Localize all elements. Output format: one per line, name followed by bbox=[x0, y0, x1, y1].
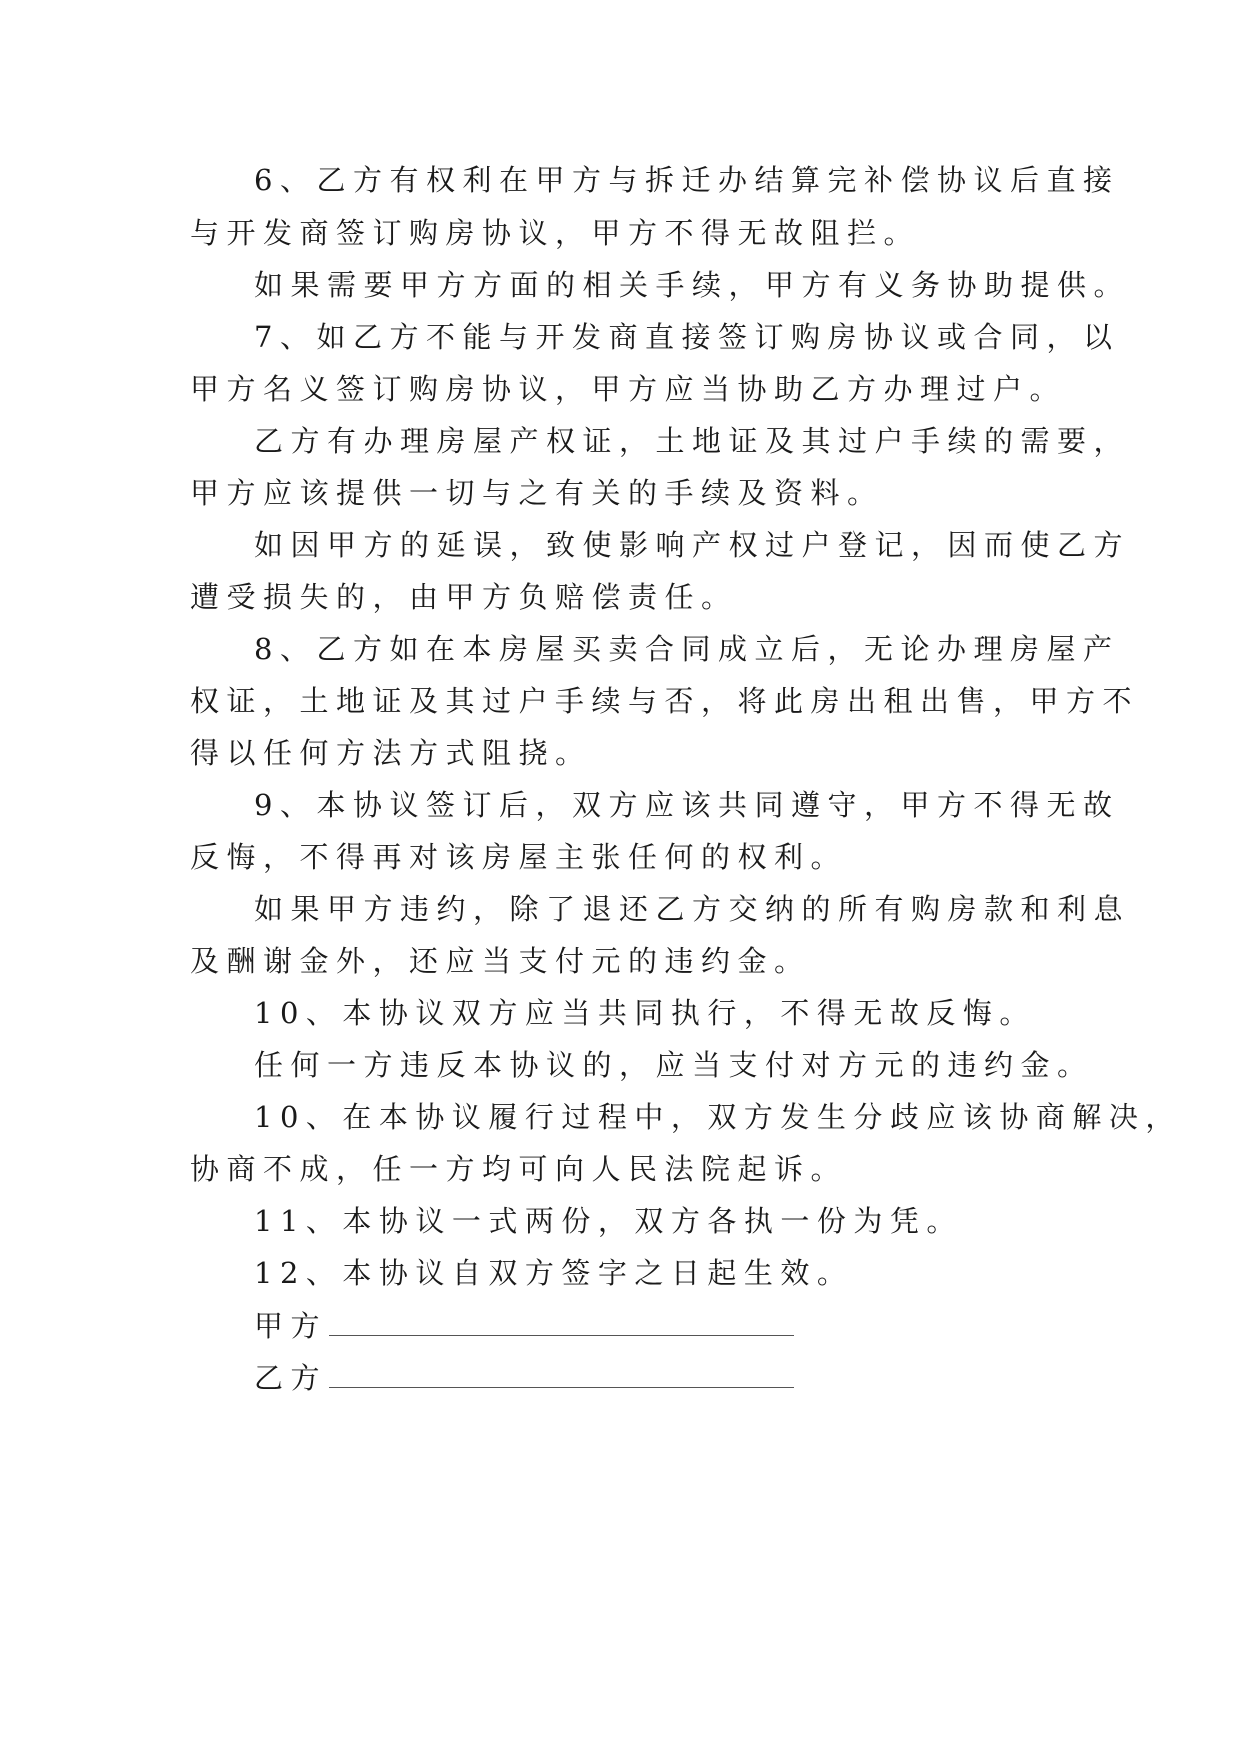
signature-party-a bbox=[254, 1305, 794, 1346]
party-a-label: 甲方 bbox=[254, 1309, 328, 1343]
clause-7-para-2-line-1: 乙方有办理房屋产权证，土地证及其过户手续的需要， bbox=[254, 424, 1131, 458]
party-b-label: 乙方 bbox=[254, 1361, 328, 1395]
clause-8-line-3: 得以任何方法方式阻挠。 bbox=[190, 736, 592, 770]
clause-8-line-2: 权证，土地证及其过户手续与否，将此房出租出售，甲方不 bbox=[190, 684, 1140, 718]
clause-7-line-1: 7、如乙方不能与开发商直接签订购房协议或合同，以 bbox=[254, 320, 1120, 354]
clause-6-para-2: 如果需要甲方方面的相关手续，甲方有义务协助提供。 bbox=[254, 268, 1131, 302]
clause-6-line-2: 与开发商签订购房协议，甲方不得无故阻拦。 bbox=[190, 216, 921, 250]
clause-10-para-2: 任何一方违反本协议的，应当支付对方元的违约金。 bbox=[254, 1048, 1094, 1082]
clause-10-line-1: 10、本协议双方应当共同执行，不得无故反悔。 bbox=[254, 996, 1036, 1030]
clause-9-para-2-line-1: 如果甲方违约，除了退还乙方交纳的所有购房款和利息 bbox=[254, 892, 1131, 926]
clause-10b-line-1: 10、在本协议履行过程中，双方发生分歧应该协商解决， bbox=[254, 1100, 1182, 1134]
clause-10b-line-2: 协商不成，任一方均可向人民法院起诉。 bbox=[190, 1152, 848, 1186]
clause-12: 12、本协议自双方签字之日起生效。 bbox=[254, 1256, 854, 1290]
party-a-signature-field[interactable] bbox=[329, 1305, 794, 1336]
clause-8-line-1: 8、乙方如在本房屋买卖合同成立后，无论办理房屋产 bbox=[254, 632, 1120, 666]
clause-9-line-2: 反悔，不得再对该房屋主张任何的权利。 bbox=[190, 840, 848, 874]
party-b-signature-field[interactable] bbox=[329, 1357, 794, 1388]
clause-7-para-3-line-1: 如因甲方的延误，致使影响产权过户登记，因而使乙方 bbox=[254, 528, 1131, 562]
clause-6-line-1: 6、乙方有权利在甲方与拆迁办结算完补偿协议后直接 bbox=[254, 163, 1120, 197]
clause-7-para-2-line-2: 甲方应该提供一切与之有关的手续及资料。 bbox=[190, 476, 884, 510]
clause-7-line-2: 甲方名义签订购房协议，甲方应当协助乙方办理过户。 bbox=[190, 372, 1067, 406]
clause-7-para-3-line-2: 遭受损失的，由甲方负赔偿责任。 bbox=[190, 580, 738, 614]
clause-9-line-1: 9、本协议签订后，双方应该共同遵守，甲方不得无故 bbox=[254, 788, 1120, 822]
clause-11: 11、本协议一式两份，双方各执一份为凭。 bbox=[254, 1204, 963, 1238]
clause-9-para-2-line-2: 及酬谢金外，还应当支付元的违约金。 bbox=[190, 944, 811, 978]
signature-party-b bbox=[254, 1357, 794, 1398]
